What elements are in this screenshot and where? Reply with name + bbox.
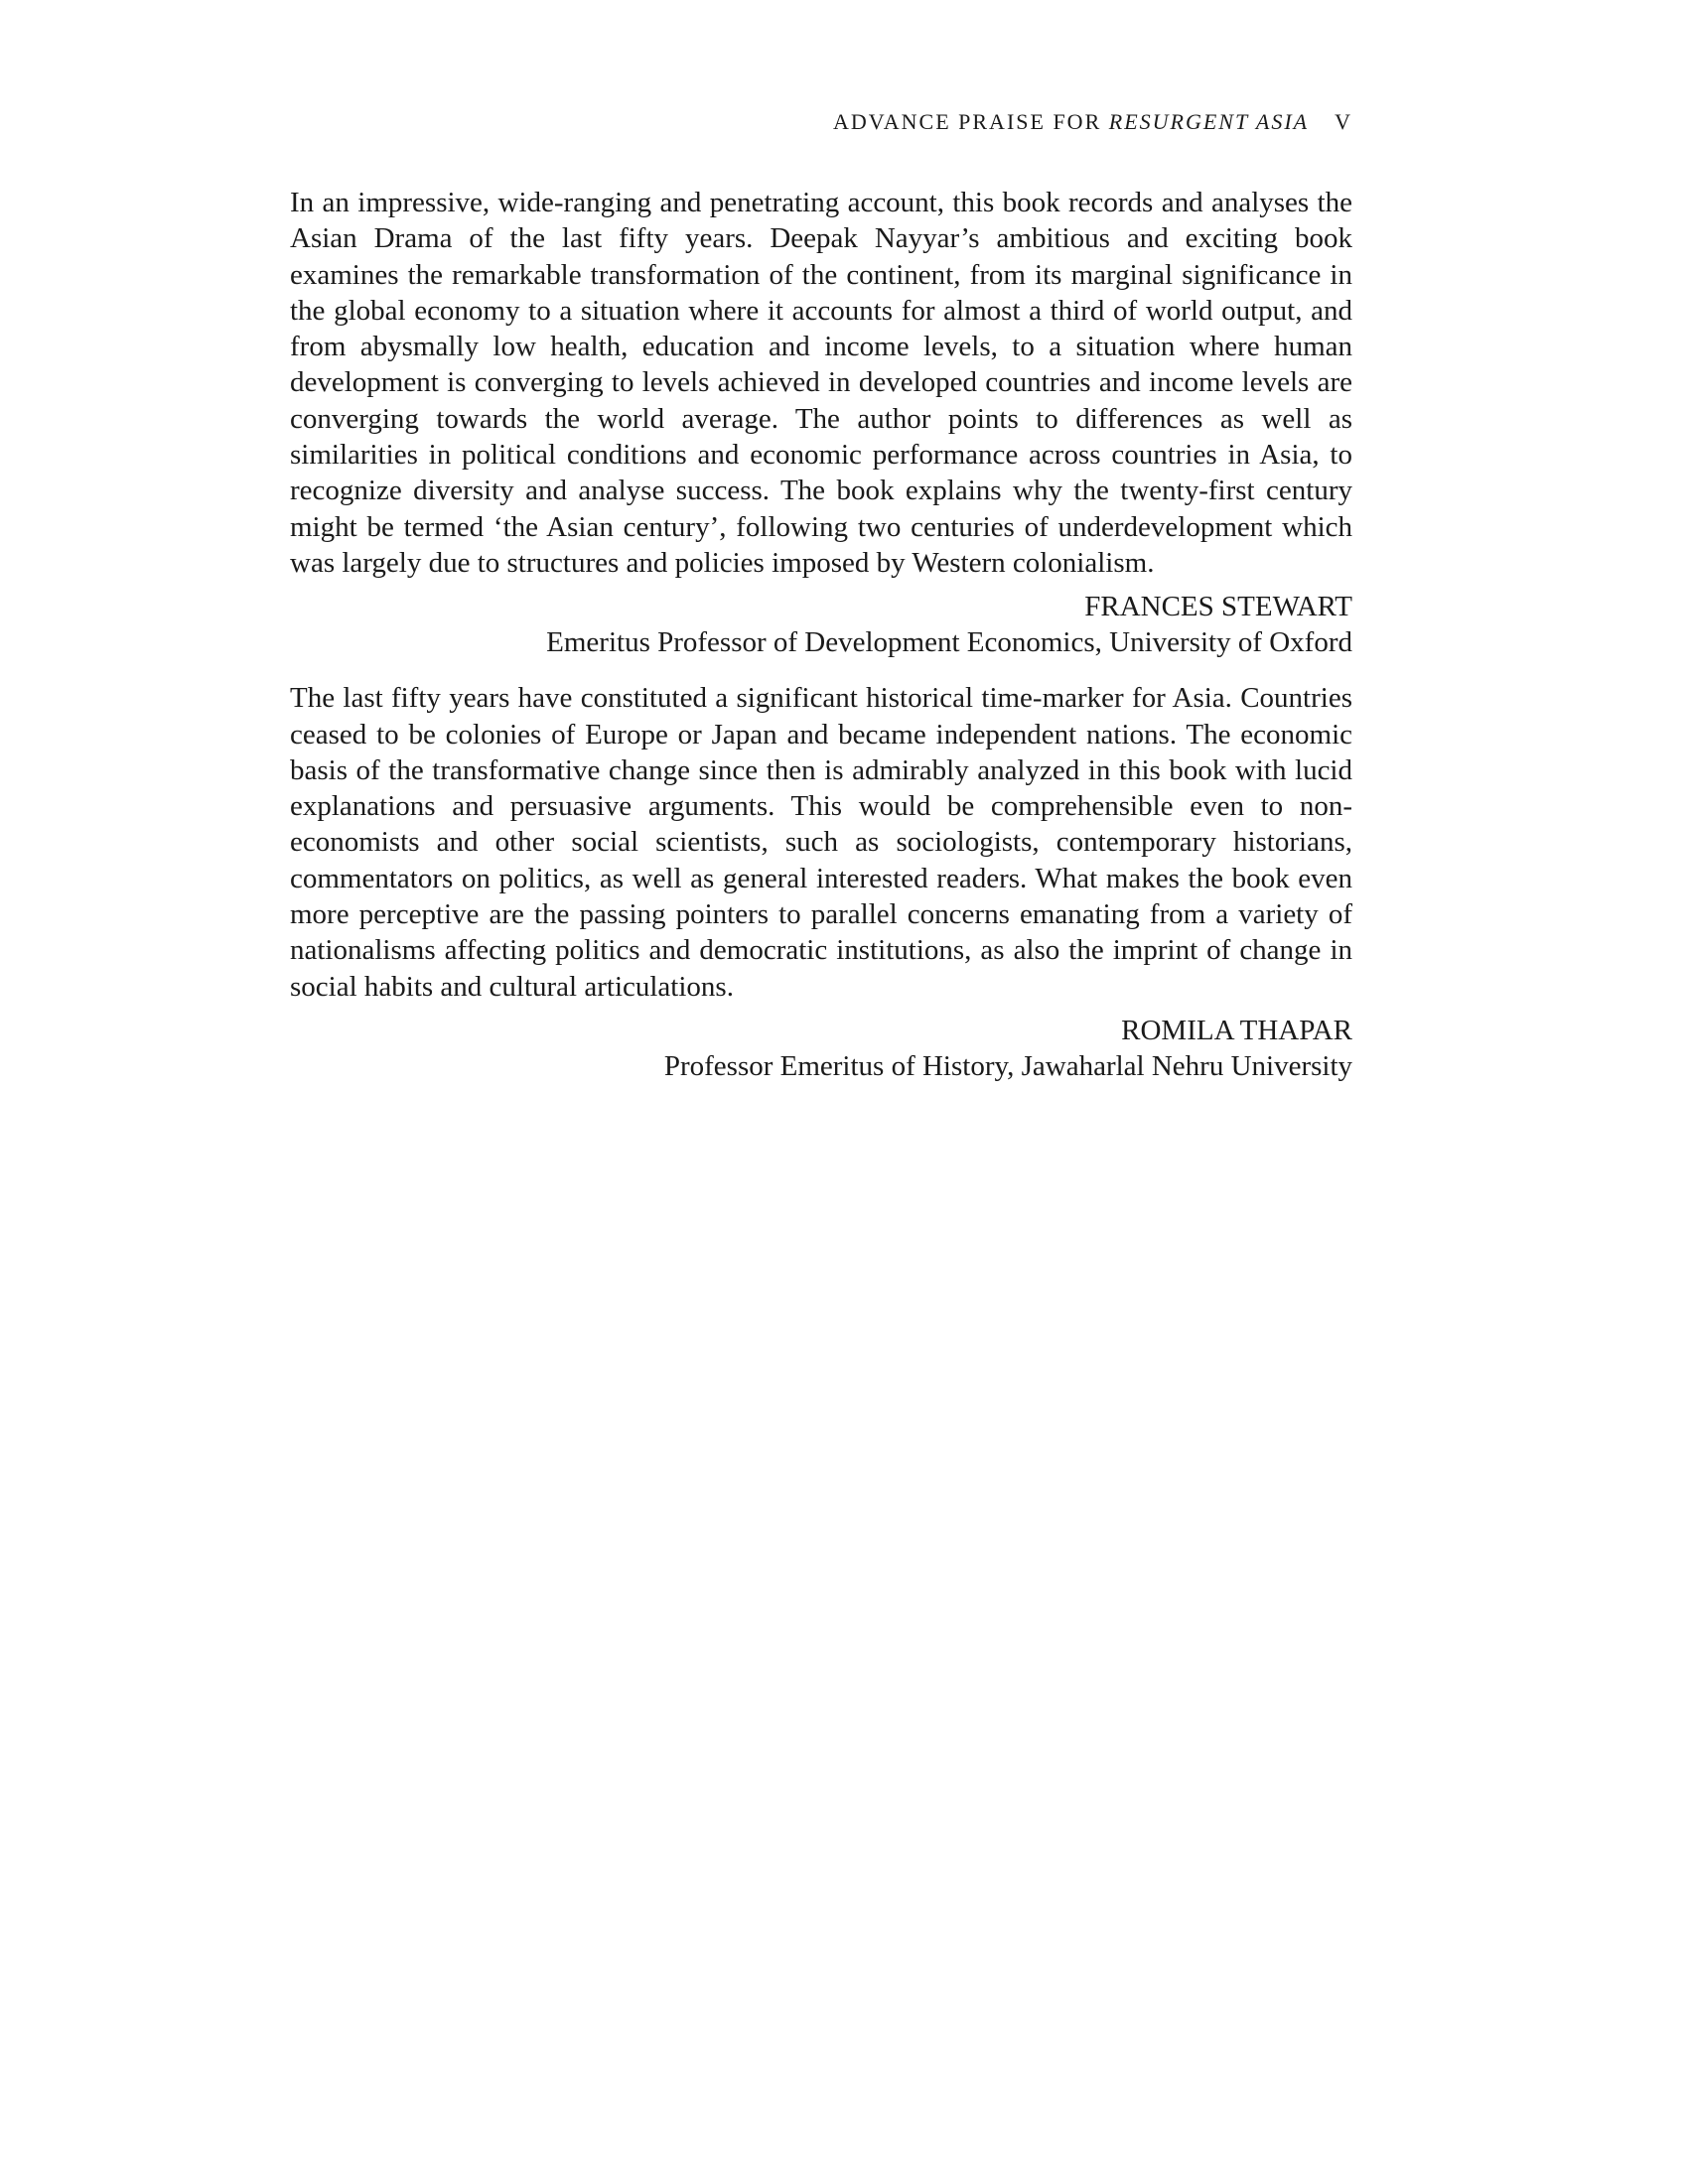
running-header: [290, 107, 1352, 137]
endorser-affiliation: Emeritus Professor of Development Economics, University of Oxford: [546, 626, 1352, 659]
endorser-name: FRANCES STEWART: [1084, 591, 1352, 623]
page-number: V: [1335, 109, 1352, 134]
endorsement: [290, 680, 1352, 1084]
endorsement-text: In an impressive, wide-ranging and penetrating account, this book records and analyses the Asian Drama of the last fifty years. Deepak Nayyar’s ambitious and exciting book examines the remarkable transformation of the continent, from its marginal significance in the global economy to a situation where it accounts for almost a third of world output, and from abysmally low health, education and income levels, to a situation where human development is converging to levels achieved in developed countries and income levels are converging towards the world average. The author points to differences as well as similarities in political conditions and economic performance across countries in Asia, to recognize diversity and analyse success. The book explains why the twenty-first century might be termed ‘the Asian century’, following two centuries of underdevelopment which was largely due to structures and policies imposed by Western colonialism.: [290, 187, 1352, 579]
endorsement-text: The last fifty years have constituted a significant historical time-marker for Asia. Countries ceased to be colonies of Europe or Japan and became independent nations. The economic basis of the transformative change since then is admirably analyzed in this book with lucid explanations and persuasive arguments. This would be comprehensible even to non-economists and other social scientists, such as sociologists, contemporary historians, commentators on politics, as well as general interested readers. What makes the book even more perceptive are the passing pointers to parallel concerns emanating from a variety of nationalisms affecting politics and democratic institutions, as also the imprint of change in social habits and cultural articulations.: [290, 682, 1352, 1003]
endorser-affiliation: Professor Emeritus of History, Jawaharlal Nehru University: [663, 1049, 1352, 1082]
endorsement: [290, 185, 1352, 660]
endorser-name: ROMILA THAPAR: [1121, 1014, 1352, 1046]
endorsements: [290, 185, 1352, 1084]
running-header-book-title: RESURGENT ASIA: [1108, 109, 1310, 134]
running-header-prefix: ADVANCE PRAISE FOR: [832, 109, 1109, 134]
